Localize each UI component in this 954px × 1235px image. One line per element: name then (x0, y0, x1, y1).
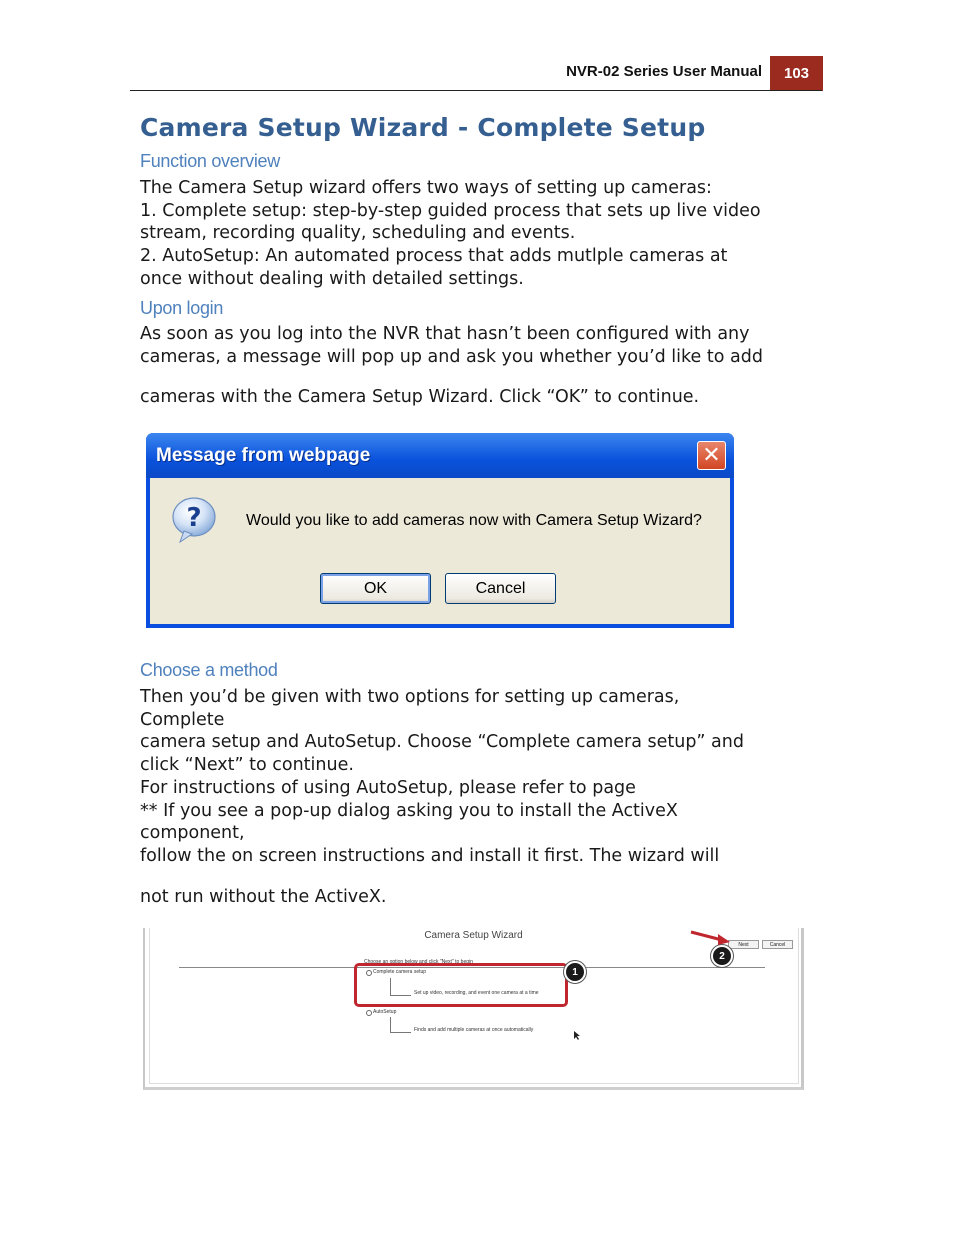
wizard-title: Camera Setup Wizard (424, 930, 523, 941)
paragraph-choose-method (140, 686, 830, 908)
option-complete-label: Complete camera setup (373, 969, 427, 975)
wizard-screenshot (143, 928, 804, 1090)
text-line: stream, recording quality, scheduling and events. (140, 223, 576, 244)
step-badge-1: 1 (564, 961, 586, 983)
option-complete-desc: Set up video, recording, and event one camera at a time (414, 990, 539, 996)
text-line: cameras with the Camera Setup Wizard. Click “OK” to continue. (140, 387, 700, 408)
option-autosetup-label: AutoSetup (373, 1009, 397, 1015)
next-button[interactable]: Next (728, 940, 759, 949)
dialog-body (150, 478, 730, 624)
heading-upon-login: Upon login (140, 298, 224, 318)
text-line: The Camera Setup wizard offers two ways of setting up cameras: (140, 178, 712, 198)
paragraph-function-overview (140, 177, 830, 291)
dialog-message: Would you like to add cameras now with Camera Setup Wizard? (246, 512, 702, 529)
page-number: 103 (770, 56, 823, 91)
wizard-cancel-button[interactable]: Cancel (762, 940, 793, 949)
message-dialog (146, 433, 734, 628)
text-line: 2. AutoSetup: An automated process that adds mutlple cameras at (140, 246, 728, 267)
text-line: For instructions of using AutoSetup, please refer to page (140, 777, 636, 798)
text-line: not run without the ActiveX. (140, 886, 387, 907)
text-line: Complete (140, 709, 225, 730)
text-line: camera setup and AutoSetup. Choose “Complete camera setup” and (140, 732, 744, 753)
cursor-icon (573, 1030, 581, 1041)
dialog-title: Message from webpage (156, 445, 371, 466)
text-line: once without dealing with detailed settings. (140, 268, 524, 289)
tree-connector (390, 1017, 411, 1033)
highlight-box (354, 963, 568, 1007)
radio-autosetup[interactable] (366, 1010, 372, 1016)
page-title: Camera Setup Wizard - Complete Setup (140, 113, 706, 142)
text-line: As soon as you log into the NVR that hasn’t been configured with any (140, 324, 750, 344)
header-divider (130, 90, 822, 91)
svg-text:?: ? (186, 503, 202, 533)
wizard-instruction: Choose an option below and click "Next" to begin (364, 959, 473, 965)
dialog-title-bar (146, 433, 734, 478)
text-line: cameras, a message will pop up and ask you whether you’d like to add (140, 346, 763, 367)
header-title: NVR-02 Series User Manual (566, 63, 762, 80)
cancel-button[interactable]: Cancel (445, 573, 556, 604)
option-autosetup-desc: Finds and add multiple cameras at once automatically (414, 1027, 534, 1033)
heading-choose-method: Choose a method (140, 660, 278, 680)
text-line: Then you’d be given with two options for setting up cameras, (140, 687, 680, 707)
text-line: click “Next” to continue. (140, 755, 354, 776)
text-line: ** If you see a pop-up dialog asking you to install the ActiveX (140, 800, 678, 821)
arrow-icon (688, 928, 733, 948)
paragraph-upon-login (140, 323, 830, 409)
step-badge-2: 2 (711, 945, 733, 967)
text-line: 1. Complete setup: step-by-step guided process that sets up live video (140, 200, 761, 221)
question-icon (170, 496, 218, 544)
text-line: follow the on screen instructions and install it first. The wizard will (140, 845, 720, 866)
heading-function-overview: Function overview (140, 151, 280, 171)
ok-button[interactable]: OK (320, 573, 431, 604)
close-icon[interactable]: ✕ (697, 441, 726, 470)
text-line: component, (140, 823, 245, 844)
